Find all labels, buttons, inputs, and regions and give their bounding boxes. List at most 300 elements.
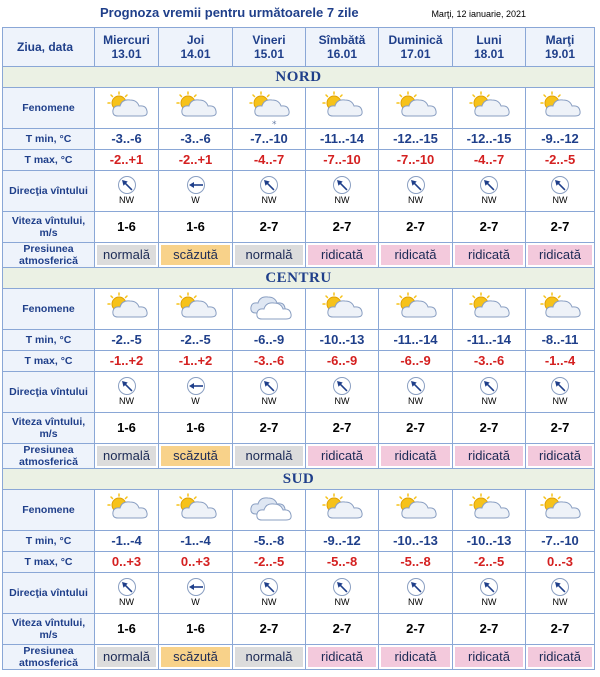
wind-direction-label: NW [481, 194, 497, 205]
tmin-label: T min, °C [3, 531, 95, 552]
pressure-cell [95, 444, 159, 469]
pressure-cell [526, 645, 595, 670]
tmin-cell [95, 531, 159, 552]
day-name: Sîmbătă [318, 33, 366, 47]
day-name: Duminică [388, 33, 443, 47]
wind-speed-cell [526, 614, 595, 645]
tmin-value: -7..-10 [541, 533, 579, 548]
tmin-value: -7..-10 [250, 131, 288, 146]
wind-direction [332, 175, 352, 205]
pressure-badge: ridicată [455, 446, 523, 466]
pressure-badge: scăzută [161, 446, 230, 466]
wind-speed-value: 2-7 [406, 219, 425, 234]
partly-cloudy-icon [526, 291, 594, 327]
weather-label: Fenomene [3, 490, 95, 531]
wind-direction [186, 376, 206, 406]
wind-direction-cell [95, 573, 159, 614]
tmax-label: T max, °C [3, 351, 95, 372]
pressure-badge: ridicată [381, 647, 450, 667]
wind-direction-label: NW [552, 194, 568, 205]
wind-arrow-icon [550, 577, 570, 597]
wind-speed-cell [233, 413, 306, 444]
day-header [159, 28, 233, 67]
wind-direction-label: Direcţia vîntului [3, 171, 95, 212]
wind-speed-value: 2-7 [550, 621, 570, 636]
tmax-cell [159, 552, 233, 573]
tmin-cell [95, 129, 159, 150]
tmax-cell [526, 351, 595, 372]
wind-speed-cell [453, 212, 526, 243]
pressure-badge: ridicată [528, 245, 592, 265]
tmax-cell [233, 150, 306, 171]
wind-speed-label: Viteza vîntului, m/s [3, 212, 95, 243]
weather-label: Fenomene [3, 289, 95, 330]
tmin-label: T min, °C [3, 330, 95, 351]
weather-row [3, 88, 595, 129]
pressure-badge: normală [235, 245, 303, 265]
weather-cell [526, 88, 595, 129]
pressure-badge: ridicată [381, 446, 450, 466]
day-date: 17.01 [400, 47, 431, 61]
weather-cell [453, 289, 526, 330]
pressure-label: Presiunea atmosferică [3, 243, 95, 268]
tmin-cell [379, 330, 453, 351]
tmin-cell [306, 330, 379, 351]
pressure-badge: normală [97, 245, 156, 265]
wind-speed-value: 1-6 [186, 420, 205, 435]
weather-cell [379, 289, 453, 330]
wind-speed-cell [95, 614, 159, 645]
tmax-cell [379, 351, 453, 372]
tmin-value: -12..-15 [393, 131, 438, 146]
region-name: SUD [3, 469, 595, 490]
region-name: CENTRU [3, 268, 595, 289]
wind-speed-value: 1-6 [117, 219, 136, 234]
wind-speed-cell [95, 212, 159, 243]
day-name: Miercuri [103, 33, 150, 47]
wind-arrow-icon [479, 175, 499, 195]
tmin-cell [379, 531, 453, 552]
tmin-value: -1..-4 [111, 533, 142, 548]
pressure-cell [233, 444, 306, 469]
wind-direction-cell [95, 372, 159, 413]
wind-direction [259, 175, 279, 205]
wind-direction-label: NW [481, 596, 497, 607]
pressure-cell [379, 444, 453, 469]
tmax-value: -1..+2 [109, 353, 144, 368]
day-name: Joi [186, 33, 205, 47]
tmin-value: -6..-9 [253, 332, 285, 347]
partly-cloudy-snow-icon [233, 90, 305, 126]
weather-cell [233, 88, 306, 129]
tmax-cell [453, 552, 526, 573]
tmax-cell [306, 552, 379, 573]
wind-speed-cell [233, 212, 306, 243]
partly-cloudy-icon [306, 291, 378, 327]
header-label: Ziua, data [3, 28, 95, 67]
wind-speed-value: 2-7 [259, 621, 279, 636]
pressure-label: Presiunea atmosferică [3, 645, 95, 670]
weather-cell [453, 88, 526, 129]
wind-speed-cell [159, 212, 233, 243]
wind-direction-label: NW [408, 395, 423, 406]
wind-direction-label: W [191, 395, 200, 406]
pressure-cell [526, 444, 595, 469]
tmax-row [3, 150, 595, 171]
wind-direction-cell [159, 171, 233, 212]
pressure-badge: normală [97, 647, 156, 667]
tmax-label: T max, °C [3, 552, 95, 573]
tmax-value: -3..-6 [473, 353, 505, 368]
tmax-value: -7..-10 [396, 152, 435, 167]
weather-cell [159, 490, 233, 531]
day-name: Marţi [545, 33, 575, 47]
pressure-row [3, 243, 595, 268]
wind-direction-cell [526, 171, 595, 212]
partly-cloudy-icon [95, 291, 158, 327]
tmin-value: -11..-14 [393, 332, 438, 347]
tmin-value: -10..-13 [393, 533, 438, 548]
pressure-badge: ridicată [308, 446, 376, 466]
tmin-cell [233, 531, 306, 552]
wind-direction-label: NW [261, 596, 277, 607]
wind-direction-label: NW [481, 395, 497, 406]
tmax-value: -5..-8 [400, 554, 431, 569]
pressure-badge: normală [235, 647, 303, 667]
wind-speed-value: 2-7 [406, 420, 425, 435]
tmin-cell [526, 129, 595, 150]
weather-cell [159, 289, 233, 330]
wind-direction-label: NW [552, 596, 568, 607]
wind-arrow-icon [332, 175, 352, 195]
weather-cell [306, 289, 379, 330]
tmax-cell [233, 552, 306, 573]
day-header [306, 28, 379, 67]
pressure-cell [453, 444, 526, 469]
tmax-cell [159, 351, 233, 372]
weather-row [3, 490, 595, 531]
wind-arrow-icon [479, 577, 499, 597]
tmin-row [3, 330, 595, 351]
day-header [233, 28, 306, 67]
pressure-badge: scăzută [161, 245, 230, 265]
pressure-cell [306, 444, 379, 469]
tmin-value: -12..-15 [466, 131, 512, 146]
wind-speed-cell [526, 212, 595, 243]
partly-cloudy-icon [379, 492, 452, 528]
tmax-value: -2..+1 [178, 152, 213, 167]
wind-direction-cell [306, 171, 379, 212]
partly-cloudy-icon [526, 492, 594, 528]
wind-direction-cell [379, 372, 453, 413]
wind-direction-cell [379, 573, 453, 614]
wind-direction [479, 376, 499, 406]
tmax-value: -3..-6 [253, 353, 285, 368]
wind-direction [259, 577, 279, 607]
wind-direction [479, 577, 499, 607]
day-name: Luni [476, 33, 502, 47]
wind-direction-cell [453, 573, 526, 614]
wind-speed-value: 2-7 [332, 621, 352, 636]
wind-direction [550, 175, 570, 205]
wind-direction-label: NW [334, 194, 350, 205]
tmin-label: T min, °C [3, 129, 95, 150]
partly-cloudy-icon [306, 90, 378, 126]
tmin-cell [453, 330, 526, 351]
wind-arrow-icon [332, 376, 352, 396]
wind-speed-cell [233, 614, 306, 645]
tmax-cell [379, 150, 453, 171]
pressure-cell [453, 645, 526, 670]
wind-speed-label: Viteza vîntului, m/s [3, 614, 95, 645]
wind-direction-cell [159, 372, 233, 413]
tmax-cell [453, 150, 526, 171]
tmin-row [3, 129, 595, 150]
tmax-label: T max, °C [3, 150, 95, 171]
tmax-value: 0..+3 [111, 554, 142, 569]
wind-direction-label: W [191, 596, 200, 607]
pressure-label: Presiunea atmosferică [3, 444, 95, 469]
wind-speed-value: 2-7 [550, 219, 570, 234]
weather-cell [379, 490, 453, 531]
tmin-cell [306, 531, 379, 552]
forecast-table [2, 27, 595, 670]
wind-speed-value: 1-6 [117, 621, 136, 636]
day-date: 19.01 [544, 47, 576, 61]
wind-direction-cell [526, 573, 595, 614]
wind-speed-value: 2-7 [332, 420, 352, 435]
svg-text:*: * [272, 120, 277, 126]
tmax-value: -4..-7 [473, 152, 505, 167]
wind-direction-cell [306, 372, 379, 413]
wind-direction [550, 577, 570, 607]
wind-speed-label: Viteza vîntului, m/s [3, 413, 95, 444]
day-date: 14.01 [180, 47, 211, 61]
tmax-value: -1..+2 [178, 353, 213, 368]
wind-arrow-icon [406, 577, 426, 597]
pressure-cell [453, 243, 526, 268]
wind-direction-cell [453, 171, 526, 212]
wind-direction-label: NW [408, 596, 423, 607]
partly-cloudy-icon [453, 90, 525, 126]
tmax-value: -7..-10 [323, 152, 361, 167]
partly-cloudy-icon [159, 90, 232, 126]
wind-arrow-icon [550, 175, 570, 195]
wind-direction-cell [453, 372, 526, 413]
tmax-cell [306, 150, 379, 171]
wind-direction-cell [95, 171, 159, 212]
day-date: 16.01 [326, 47, 358, 61]
tmin-value: -9..-12 [541, 131, 579, 146]
partly-cloudy-icon [379, 291, 452, 327]
forecast-date: Marţi, 12 ianuarie, 2021 [431, 9, 526, 19]
tmax-cell [453, 351, 526, 372]
partly-cloudy-icon [526, 90, 594, 126]
wind-direction [332, 577, 352, 607]
wind-direction-label: NW [261, 194, 277, 205]
tmax-cell [95, 150, 159, 171]
tmax-value: -2..-5 [253, 554, 285, 569]
wind-speed-value: 1-6 [186, 219, 205, 234]
pressure-cell [379, 645, 453, 670]
pressure-badge: normală [97, 446, 156, 466]
wind-arrow-icon [186, 376, 206, 396]
pressure-badge: ridicată [528, 647, 592, 667]
pressure-badge: ridicată [308, 647, 376, 667]
pressure-cell [233, 645, 306, 670]
weather-cell [453, 490, 526, 531]
day-date: 18.01 [473, 47, 505, 61]
wind-direction-label: NW [552, 395, 568, 406]
wind-direction-label: NW [119, 395, 134, 406]
wind-arrow-icon [259, 175, 279, 195]
wind-arrow-icon [332, 577, 352, 597]
wind-arrow-icon [259, 577, 279, 597]
weather-row [3, 289, 595, 330]
wind-direction-label: NW [334, 596, 350, 607]
wind-speed-row [3, 212, 595, 243]
wind-direction [186, 577, 206, 607]
day-header [453, 28, 526, 67]
tmin-value: -10..-13 [319, 332, 365, 347]
tmin-value: -3..-6 [111, 131, 142, 146]
tmin-cell [159, 129, 233, 150]
weather-cell [526, 289, 595, 330]
wind-direction [332, 376, 352, 406]
region-header [3, 469, 595, 490]
wind-direction-cell [159, 573, 233, 614]
tmax-cell [306, 351, 379, 372]
tmin-value: -10..-13 [466, 533, 512, 548]
tmax-cell [379, 552, 453, 573]
wind-direction [406, 175, 426, 205]
tmin-value: -8..-11 [541, 332, 579, 347]
partly-cloudy-icon [453, 291, 525, 327]
header-row [3, 28, 595, 67]
pressure-cell [306, 243, 379, 268]
wind-direction-cell [233, 372, 306, 413]
wind-speed-value: 2-7 [479, 219, 499, 234]
tmin-cell [453, 531, 526, 552]
wind-arrow-icon [479, 376, 499, 396]
wind-arrow-icon [186, 577, 206, 597]
wind-direction [406, 577, 426, 607]
tmin-cell [233, 129, 306, 150]
wind-arrow-icon [259, 376, 279, 396]
wind-arrow-icon [117, 175, 137, 195]
pressure-badge: scăzută [161, 647, 230, 667]
wind-speed-cell [159, 614, 233, 645]
wind-speed-cell [379, 413, 453, 444]
wind-speed-cell [453, 413, 526, 444]
wind-direction [259, 376, 279, 406]
weather-cell [379, 88, 453, 129]
pressure-cell [159, 645, 233, 670]
pressure-cell [233, 243, 306, 268]
pressure-cell [159, 444, 233, 469]
tmin-cell [526, 531, 595, 552]
weather-cell [233, 490, 306, 531]
wind-direction-label: Direcţia vîntului [3, 573, 95, 614]
tmax-row [3, 552, 595, 573]
tmax-value: 0..+3 [180, 554, 211, 569]
partly-cloudy-icon [95, 90, 158, 126]
region-header [3, 268, 595, 289]
tmax-cell [95, 351, 159, 372]
day-header [526, 28, 595, 67]
wind-speed-value: 2-7 [550, 420, 570, 435]
tmin-value: -2..-5 [111, 332, 142, 347]
tmin-value: -11..-14 [466, 332, 512, 347]
wind-direction-cell [233, 573, 306, 614]
cloudy-icon [233, 492, 305, 528]
tmin-cell [306, 129, 379, 150]
wind-direction-cell [233, 171, 306, 212]
wind-speed-value: 2-7 [406, 621, 425, 636]
pressure-cell [159, 243, 233, 268]
tmin-value: -5..-8 [253, 533, 285, 548]
region-name: NORD [3, 67, 595, 88]
tmax-cell [233, 351, 306, 372]
wind-direction-row [3, 372, 595, 413]
tmax-value: -6..-9 [326, 353, 358, 368]
weather-cell [95, 289, 159, 330]
wind-speed-value: 2-7 [479, 420, 499, 435]
tmin-cell [453, 129, 526, 150]
wind-speed-row [3, 614, 595, 645]
tmax-cell [95, 552, 159, 573]
partly-cloudy-icon [306, 492, 378, 528]
tmin-value: -11..-14 [319, 131, 365, 146]
wind-arrow-icon [550, 376, 570, 396]
tmin-cell [233, 330, 306, 351]
partly-cloudy-icon [379, 90, 452, 126]
day-header [379, 28, 453, 67]
weather-cell [306, 490, 379, 531]
wind-direction-label: NW [408, 194, 423, 205]
pressure-badge: ridicată [455, 245, 523, 265]
tmin-cell [159, 531, 233, 552]
weather-cell [159, 88, 233, 129]
pressure-cell [379, 243, 453, 268]
wind-speed-cell [306, 212, 379, 243]
wind-direction-cell [306, 573, 379, 614]
tmin-cell [159, 330, 233, 351]
tmax-value: -2..+1 [109, 152, 144, 167]
wind-speed-cell [306, 614, 379, 645]
tmin-cell [95, 330, 159, 351]
partly-cloudy-icon [159, 291, 232, 327]
tmax-cell [526, 552, 595, 573]
wind-speed-cell [379, 614, 453, 645]
pressure-badge: normală [235, 446, 303, 466]
wind-direction [550, 376, 570, 406]
weather-label: Fenomene [3, 88, 95, 129]
top-bar [0, 0, 600, 27]
wind-direction-label: NW [119, 194, 134, 205]
wind-speed-value: 2-7 [479, 621, 499, 636]
pressure-badge: ridicată [455, 647, 523, 667]
wind-arrow-icon [117, 577, 137, 597]
tmin-cell [526, 330, 595, 351]
wind-speed-cell [453, 614, 526, 645]
weather-cell [526, 490, 595, 531]
day-date: 15.01 [253, 47, 285, 61]
wind-arrow-icon [117, 376, 137, 396]
wind-direction [117, 376, 137, 406]
weather-cell [233, 289, 306, 330]
tmax-row [3, 351, 595, 372]
